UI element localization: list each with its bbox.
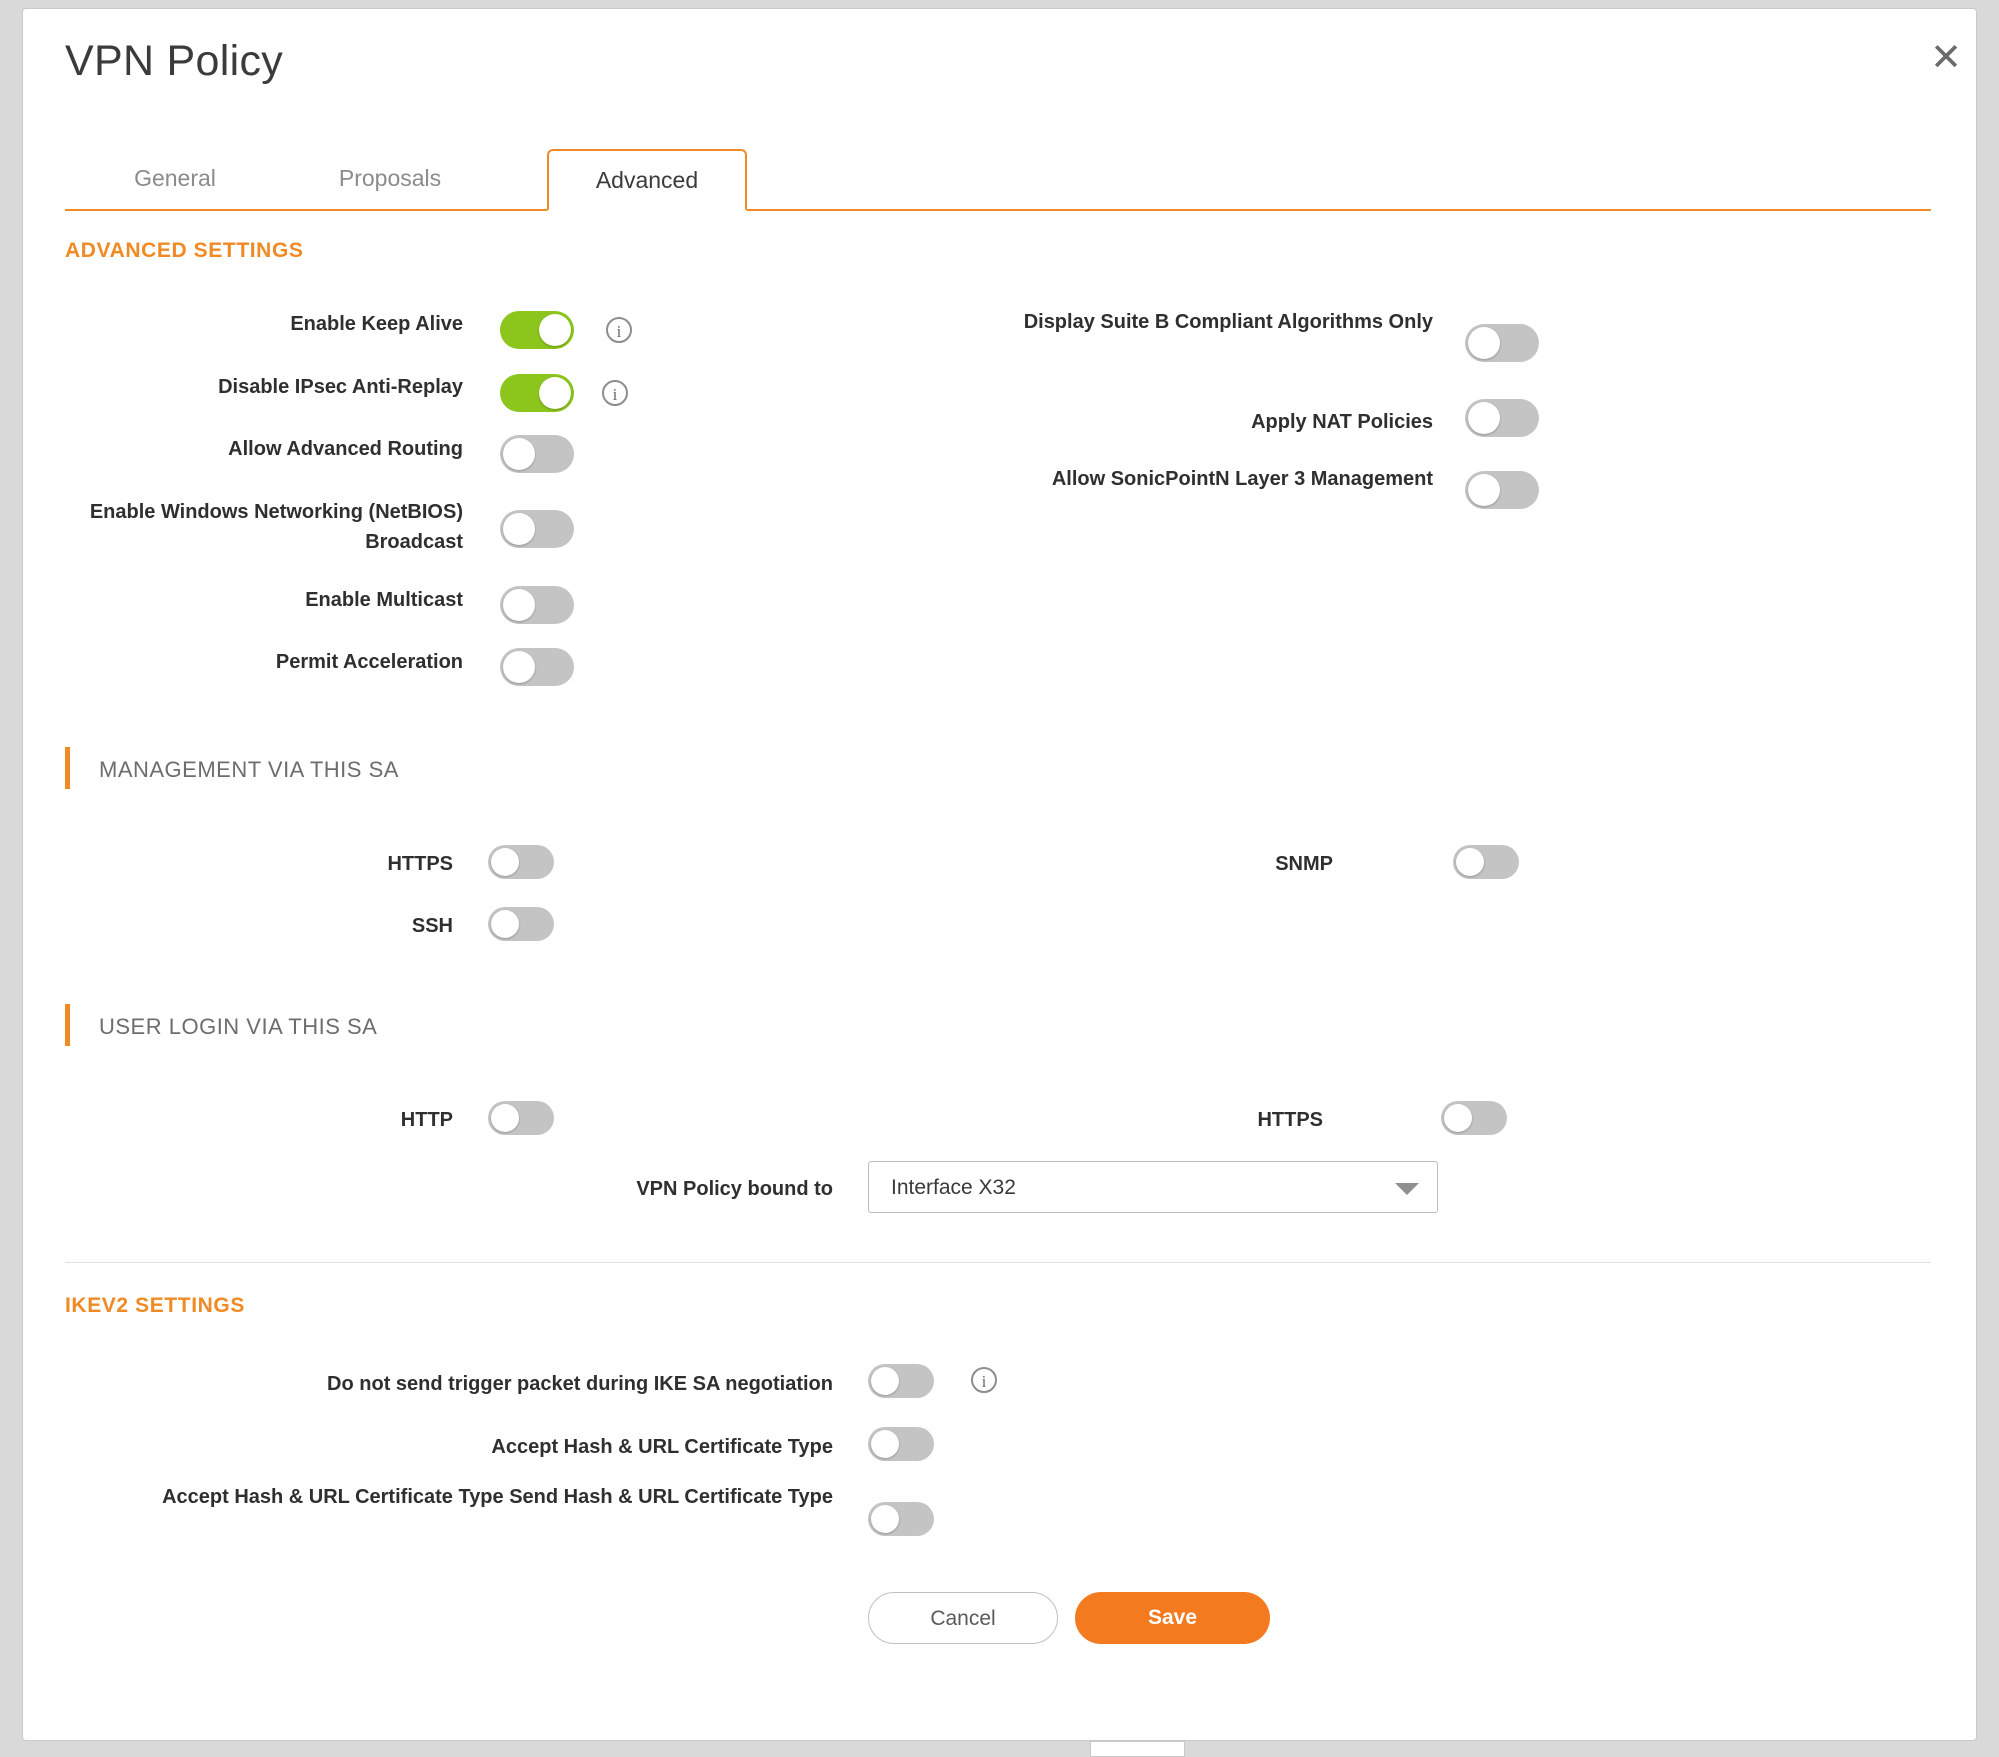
toggle-user-login-https[interactable] [1441,1101,1507,1135]
label-accept-hash-url-cert: Accept Hash & URL Certificate Type [491,1436,833,1458]
info-icon-enable-keep-alive[interactable]: i [606,317,632,343]
toggle-knob [871,1505,899,1533]
label-user-login-http: HTTP [400,1109,453,1131]
label-management-ssh: SSH [411,915,453,937]
toggle-apply-nat-policies[interactable] [1465,399,1539,437]
toggle-management-snmp[interactable] [1453,845,1519,879]
toggle-disable-ipsec-anti-replay[interactable] [500,374,574,412]
cancel-button[interactable]: Cancel [868,1592,1058,1644]
toggle-enable-netbios-broadcast[interactable] [500,510,574,548]
label-management-snmp: SNMP [1275,853,1333,875]
background-window-strip [1090,1741,1185,1757]
ikev2-settings-heading: IKEV2 SETTINGS [65,1294,245,1317]
toggle-management-https[interactable] [488,845,554,879]
toggle-knob [1444,1104,1472,1132]
label-apply-nat-policies: Apply NAT Policies [1251,411,1433,433]
toggle-knob [871,1367,899,1395]
toggle-display-suite-b[interactable] [1465,324,1539,362]
label-enable-multicast: Enable Multicast [305,589,463,611]
toggle-permit-acceleration[interactable] [500,648,574,686]
toggle-allow-advanced-routing[interactable] [500,435,574,473]
toggle-user-login-http[interactable] [488,1101,554,1135]
page-title: VPN Policy [65,37,284,85]
toggle-management-ssh[interactable] [488,907,554,941]
toggle-accept-send-hash-url-cert[interactable] [868,1502,934,1536]
close-icon[interactable]: ✕ [1930,35,1962,79]
toggle-no-trigger-packet[interactable] [868,1364,934,1398]
section-divider [65,1262,1931,1263]
tab-proposals[interactable]: Proposals [338,165,442,191]
toggle-knob [1468,474,1500,506]
toggle-allow-sonicpointn-l3[interactable] [1465,471,1539,509]
toggle-enable-multicast[interactable] [500,586,574,624]
management-sa-heading: MANAGEMENT VIA THIS SA [99,757,399,782]
chevron-down-icon [1395,1183,1419,1195]
user-login-sa-heading: USER LOGIN VIA THIS SA [99,1014,378,1039]
tab-advanced[interactable]: Advanced [547,149,747,211]
label-management-https: HTTPS [387,853,453,875]
info-icon-disable-ipsec-anti-replay[interactable]: i [602,380,628,406]
label-allow-sonicpointn-l3: Allow SonicPointN Layer 3 Management [1051,468,1433,490]
toggle-knob [503,651,535,683]
toggle-knob [539,314,571,346]
toggle-knob [491,910,519,938]
management-sa-accent-bar [65,747,70,789]
label-user-login-https: HTTPS [1257,1109,1323,1131]
toggle-enable-keep-alive[interactable] [500,311,574,349]
label-enable-netbios-broadcast: Enable Windows Networking (NetBIOS) Broadcast [89,501,463,553]
vpn-policy-bound-to-select[interactable] [868,1161,1438,1213]
toggle-knob [491,1104,519,1132]
toggle-accept-hash-url-cert[interactable] [868,1427,934,1461]
label-enable-keep-alive: Enable Keep Alive [290,313,463,335]
label-accept-send-hash-url-cert: Accept Hash & URL Certificate Type Send Hash & URL Certificate Type [162,1486,833,1508]
label-display-suite-b: Display Suite B Compliant Algorithms Only [1023,311,1433,333]
tab-bar [65,149,1931,211]
info-icon-no-trigger-packet[interactable]: i [971,1367,997,1393]
toggle-knob [503,438,535,470]
toggle-knob [1456,848,1484,876]
user-login-sa-accent-bar [65,1004,70,1046]
label-no-trigger-packet: Do not send trigger packet during IKE SA negotiation [327,1373,833,1395]
vpn-policy-dialog [22,8,1977,1741]
label-vpn-policy-bound-to: VPN Policy bound to [636,1178,833,1200]
toggle-knob [503,513,535,545]
advanced-settings-heading: ADVANCED SETTINGS [65,239,304,262]
toggle-knob [1468,402,1500,434]
label-permit-acceleration: Permit Acceleration [275,651,463,673]
toggle-knob [1468,327,1500,359]
toggle-knob [871,1430,899,1458]
label-allow-advanced-routing: Allow Advanced Routing [228,438,463,460]
save-button[interactable]: Save [1075,1592,1270,1644]
tab-general[interactable]: General [134,165,216,191]
toggle-knob [539,377,571,409]
toggle-knob [491,848,519,876]
toggle-knob [503,589,535,621]
label-disable-ipsec-anti-replay: Disable IPsec Anti-Replay [218,376,463,398]
vpn-policy-bound-to-value: Interface X32 [891,1176,1016,1199]
